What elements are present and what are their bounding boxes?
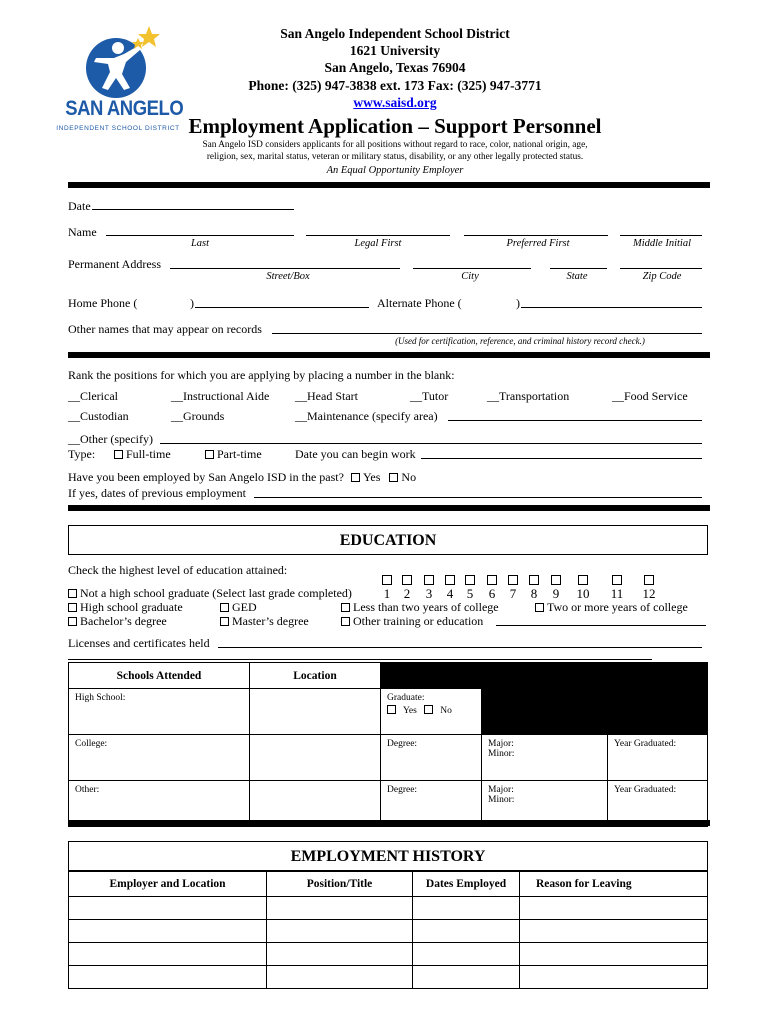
- zip-field[interactable]: [620, 268, 702, 269]
- checkbox-icon[interactable]: [424, 705, 433, 714]
- dates-employed-header: Dates Employed: [413, 872, 520, 897]
- grade-checkbox[interactable]: [508, 575, 518, 585]
- home-phone-close: ): [190, 296, 194, 310]
- divider-bar: [68, 820, 710, 826]
- reason-cell[interactable]: [520, 966, 708, 989]
- grade-label: 5: [466, 586, 474, 601]
- grade-label: 1: [383, 586, 391, 601]
- grade-label: 12: [642, 586, 656, 601]
- fulltime-label: Full-time: [126, 447, 171, 461]
- dates-cell[interactable]: [413, 897, 520, 920]
- divider-bar: [68, 505, 710, 511]
- employment-table: [68, 871, 708, 989]
- rank-instructions: Rank the positions for which you are applying by placing a number in the blank:: [68, 368, 455, 382]
- ged-label: GED: [232, 600, 257, 614]
- dates-cell[interactable]: [413, 966, 520, 989]
- checkbox-icon[interactable]: [114, 450, 123, 459]
- page-title: Employment Application – Support Personnel: [188, 114, 602, 138]
- position-transportation[interactable]: __Transportation: [487, 389, 570, 403]
- hs-graduate-label: High school graduate: [80, 600, 183, 614]
- position-custodian[interactable]: __Custodian: [68, 409, 129, 423]
- less-than-two-years-label: Less than two years of college: [353, 600, 499, 614]
- website-link[interactable]: www.saisd.org: [353, 95, 437, 110]
- grade-label: 11: [610, 586, 624, 601]
- high-school-location-cell[interactable]: [250, 689, 381, 735]
- middle-initial-caption: Middle Initial: [632, 238, 692, 249]
- employment-heading: EMPLOYMENT HISTORY: [290, 848, 486, 865]
- grade-label: 8: [530, 586, 538, 601]
- not-hs-graduate-option[interactable]: [68, 587, 352, 599]
- grade-checkbox[interactable]: [402, 575, 412, 585]
- reason-leaving-header: Reason for Leaving: [520, 872, 708, 897]
- logo-name: SAN ANGELO: [65, 97, 184, 120]
- divider-bar: [68, 352, 710, 358]
- grade-label: 3: [425, 586, 433, 601]
- date-field[interactable]: [92, 209, 294, 210]
- checkbox-icon[interactable]: [68, 617, 77, 626]
- position-cell[interactable]: [267, 966, 413, 989]
- checkbox-icon[interactable]: [389, 473, 398, 482]
- table-row-high-school: [69, 689, 708, 735]
- position-tutor[interactable]: __Tutor: [410, 389, 449, 403]
- education-instructions: Check the highest level of education attained:: [68, 563, 288, 577]
- reason-cell[interactable]: [520, 943, 708, 966]
- education-heading: EDUCATION: [339, 532, 437, 549]
- position-head-start[interactable]: __Head Start: [295, 389, 358, 403]
- district-logo: [56, 22, 184, 140]
- position-maintenance[interactable]: __Maintenance (specify area): [295, 409, 438, 423]
- bachelors-option[interactable]: [68, 615, 167, 627]
- grade-checkbox[interactable]: [529, 575, 539, 585]
- table-row: [69, 920, 708, 943]
- previous-employment-question: [68, 471, 416, 483]
- hs-graduate-option[interactable]: [68, 601, 183, 613]
- employer-cell[interactable]: [69, 943, 267, 966]
- location-header: Location: [250, 663, 381, 689]
- type-label: Type:: [68, 447, 96, 461]
- minor-label: Minor:: [488, 749, 515, 759]
- checkbox-icon[interactable]: [205, 450, 214, 459]
- preferred-first-name-field[interactable]: [464, 235, 608, 236]
- grade-checkbox[interactable]: [445, 575, 455, 585]
- parttime-label: Part-time: [217, 447, 262, 461]
- city-field[interactable]: [413, 268, 531, 269]
- dates-cell[interactable]: [413, 920, 520, 943]
- checkbox-icon[interactable]: [535, 603, 544, 612]
- bachelors-label: Bachelor’s degree: [80, 614, 167, 628]
- position-cell[interactable]: [267, 897, 413, 920]
- maintenance-area-field[interactable]: [448, 420, 702, 421]
- logo-figure-icon: [58, 22, 178, 104]
- zip-caption: Zip Code: [642, 271, 682, 282]
- schools-table: [68, 662, 708, 827]
- graduate-no-option[interactable]: [424, 706, 452, 716]
- previous-dates-label: If yes, dates of previous employment: [68, 486, 246, 500]
- position-grounds[interactable]: __Grounds: [171, 409, 225, 423]
- college-year-cell[interactable]: Year Graduated:: [608, 735, 708, 781]
- blackout-cell: [381, 663, 708, 689]
- grade-label: 10: [576, 586, 590, 601]
- employment-table-header: [69, 872, 708, 897]
- org-city: San Angelo, Texas 76904: [324, 60, 466, 75]
- ged-option[interactable]: [220, 601, 257, 613]
- graduate-label: Graduate:: [387, 693, 425, 703]
- less-than-two-years-option[interactable]: [341, 601, 499, 613]
- begin-date-field[interactable]: [421, 458, 702, 459]
- employer-cell[interactable]: [69, 920, 267, 943]
- table-row-college: [69, 735, 708, 781]
- street-caption: Street/Box: [266, 271, 310, 282]
- eeo-statement-line2: religion, sex, marital status, veteran or military status, disability, or any other legally protected status.: [206, 152, 584, 162]
- licenses-field[interactable]: [218, 647, 702, 648]
- logo-subtitle: INDEPENDENT SCHOOL DISTRICT: [56, 125, 180, 132]
- home-phone-label: Home Phone (: [68, 296, 138, 310]
- other-degree-cell[interactable]: Degree:: [381, 781, 482, 827]
- grade-label: 4: [446, 586, 454, 601]
- grade-checkbox[interactable]: [487, 575, 497, 585]
- middle-initial-field[interactable]: [620, 235, 702, 236]
- legal-first-caption: Legal First: [354, 238, 402, 249]
- other-school-cell[interactable]: Other:: [69, 781, 250, 827]
- prev-yes-label: Yes: [362, 470, 381, 484]
- licenses-label: Licenses and certificates held: [68, 636, 210, 650]
- home-phone-field[interactable]: [195, 307, 369, 308]
- employer-cell[interactable]: [69, 897, 267, 920]
- checkbox-icon[interactable]: [341, 603, 350, 612]
- position-cell[interactable]: [267, 920, 413, 943]
- state-caption: State: [566, 271, 588, 282]
- position-instructional-aide[interactable]: __Instructional Aide: [171, 389, 270, 403]
- parttime-option[interactable]: [205, 448, 262, 460]
- other-names-note: (Used for certification, reference, and criminal history record check.): [395, 336, 645, 346]
- other-year-cell[interactable]: Year Graduated:: [608, 781, 708, 827]
- high-school-cell[interactable]: High School:: [69, 689, 250, 735]
- position-other[interactable]: __Other (specify): [68, 432, 153, 446]
- address-label: Permanent Address: [68, 257, 161, 271]
- grade-checkbox[interactable]: [551, 575, 561, 585]
- table-row: [69, 897, 708, 920]
- not-hs-graduate-label: Not a high school graduate (Select last grade completed): [80, 586, 352, 600]
- position-cell[interactable]: [267, 943, 413, 966]
- checkbox-icon[interactable]: [341, 617, 350, 626]
- major-label: Major:: [488, 739, 514, 749]
- major-label: Major:: [488, 785, 514, 795]
- employer-location-header: Employer and Location: [69, 872, 267, 897]
- state-field[interactable]: [550, 268, 607, 269]
- org-phone: Phone: (325) 947-3838 ext. 173 Fax: (325) 947-3771: [248, 78, 542, 93]
- licenses-field-line2[interactable]: [68, 659, 652, 660]
- other-names-field[interactable]: [272, 333, 702, 334]
- previous-dates-field[interactable]: [254, 497, 702, 498]
- name-label: Name: [68, 225, 97, 239]
- position-food-service[interactable]: __Food Service: [612, 389, 688, 403]
- other-position-field[interactable]: [160, 443, 702, 444]
- schools-table-header: [69, 663, 708, 689]
- checkbox-icon[interactable]: [68, 589, 77, 598]
- prev-yes-option[interactable]: [351, 470, 380, 484]
- last-name-field[interactable]: [106, 235, 294, 236]
- table-row: [69, 966, 708, 989]
- checkbox-icon[interactable]: [351, 473, 360, 482]
- college-degree-cell[interactable]: Degree:: [381, 735, 482, 781]
- other-training-label: Other training or education: [353, 614, 484, 628]
- masters-label: Master’s degree: [232, 614, 309, 628]
- checkbox-icon[interactable]: [68, 603, 77, 612]
- masters-option[interactable]: [220, 615, 309, 627]
- two-or-more-years-option[interactable]: [535, 601, 688, 613]
- college-major-minor-cell[interactable]: [482, 735, 608, 781]
- two-or-more-years-label: Two or more years of college: [547, 600, 688, 614]
- preferred-first-caption: Preferred First: [506, 238, 570, 249]
- prev-no-option[interactable]: [389, 470, 416, 484]
- grade-label: 2: [403, 586, 411, 601]
- org-name: San Angelo Independent School District: [280, 26, 510, 41]
- last-caption: Last: [190, 238, 210, 249]
- position-clerical[interactable]: __Clerical: [68, 389, 118, 403]
- other-training-option[interactable]: [341, 615, 483, 627]
- graduate-cell: [381, 689, 482, 735]
- employer-cell[interactable]: [69, 966, 267, 989]
- schools-attended-header: Schools Attended: [69, 663, 250, 689]
- graduate-yes-option[interactable]: [387, 706, 417, 716]
- checkbox-icon[interactable]: [220, 603, 229, 612]
- college-cell[interactable]: College:: [69, 735, 250, 781]
- reason-cell[interactable]: [520, 897, 708, 920]
- minor-label: Minor:: [488, 795, 515, 805]
- reason-cell[interactable]: [520, 920, 708, 943]
- grade-checkbox[interactable]: [465, 575, 475, 585]
- alt-phone-close: ): [516, 296, 520, 310]
- dates-cell[interactable]: [413, 943, 520, 966]
- city-caption: City: [461, 271, 479, 282]
- grade-checkbox[interactable]: [382, 575, 392, 585]
- eeo-statement-line1: San Angelo ISD considers applicants for all positions without regard to race, color, national origin, age,: [202, 140, 588, 150]
- checkbox-icon[interactable]: [387, 705, 396, 714]
- grade-label: 6: [488, 586, 496, 601]
- previous-employment-label: Have you been employed by San Angelo ISD in the past?: [68, 470, 344, 484]
- grade-label: 7: [509, 586, 517, 601]
- grade-checkbox[interactable]: [612, 575, 622, 585]
- prev-no-label: No: [401, 470, 417, 484]
- begin-date-label: Date you can begin work: [295, 447, 416, 461]
- checkbox-icon[interactable]: [220, 617, 229, 626]
- college-location-cell[interactable]: [250, 735, 381, 781]
- position-title-header: Position/Title: [267, 872, 413, 897]
- grade-checkbox[interactable]: [578, 575, 588, 585]
- graduate-no-label: No: [440, 706, 452, 716]
- other-names-label: Other names that may appear on records: [68, 322, 262, 336]
- alt-phone-label: Alternate Phone (: [377, 296, 462, 310]
- legal-first-name-field[interactable]: [306, 235, 450, 236]
- grade-label: 9: [552, 586, 560, 601]
- table-row: [69, 943, 708, 966]
- grade-checkbox[interactable]: [424, 575, 434, 585]
- fulltime-option[interactable]: [114, 448, 171, 460]
- graduate-yes-label: Yes: [403, 706, 417, 716]
- other-training-field[interactable]: [496, 625, 706, 626]
- org-address: 1621 University: [349, 43, 441, 58]
- divider-bar: [68, 182, 710, 188]
- date-label: Date: [68, 199, 91, 213]
- eeo-tagline: An Equal Opportunity Employer: [326, 165, 464, 176]
- alt-phone-field[interactable]: [521, 307, 702, 308]
- blackout-cell: [482, 689, 708, 735]
- street-field[interactable]: [170, 268, 400, 269]
- grade-checkbox[interactable]: [644, 575, 654, 585]
